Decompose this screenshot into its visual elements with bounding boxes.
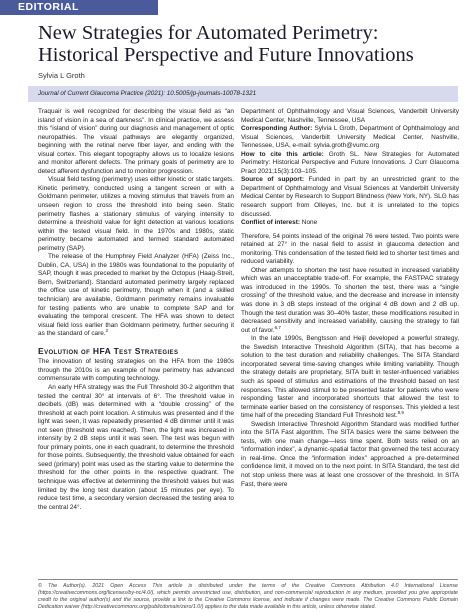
article-title: New Strategies for Automated Perimetry: Historical Perspective and Future Innovations: [38, 22, 414, 66]
article-type-badge: EDITORIAL: [0, 0, 158, 15]
body-paragraph: Swedish Interactive Threshold Algorithm Standard was modified further into the SITA Fast algorithm. The SITA basics were the same between the tests, with one main change—less time spent. Both tests relied on an “information index”, a dynamic-spatial factor that governed the test accuracy in real-time. Once the “information index” approached a pre-determined confidence limit, it moved on to the next point. In SITA Standard, the test did not stop unless there was at least one crossover of the threshold. In SITA Fast, there were: [241, 420, 459, 488]
author-name: Sylvia L Groth: [38, 71, 85, 80]
journal-citation-bar: [28, 86, 458, 102]
section-heading: Evolution of HFA Test Strategies: [38, 345, 179, 356]
affiliation: Department of Ophthalmology and Visual Sciences, Vanderbilt University Medical Center, Nashville, Tennessee, USA: [241, 108, 459, 124]
right-column: [241, 108, 459, 489]
reference-marker: 8,9: [397, 410, 404, 415]
intro-paragraph: Traquair is well recognized for describing the visual field as “an island of vision in a sea of darkness”. In clinical practice, we assess this “island of vision” during our diagnosis and management of optic neuropathies. The visual pathways are elegantly organized, beginning with the retinal nerve fiber layer, and ending with the visual cortex. This elegant topography allows us to localize lesions and monitor afferent defects. The primary goals of perimetry are to detect afferent dysfunction and to monitor progression.: [38, 108, 234, 175]
affiliation-info: [241, 108, 459, 228]
section-paragraph: The innovation of testing strategies on the HFA from the 1980s through the 2010s is an example of how perimetry has advanced commensurate with computing technology.: [38, 358, 234, 383]
reference-marker: 2: [105, 328, 109, 334]
corresponding-author: Corresponding Author: Sylvia L Groth, Department of Ophthalmology and Visual Sciences, Vanderbilt University Medical Center, Nashville, Tennessee, USA, e-mail: sylvia.groth@vumc.org: [241, 125, 459, 150]
intro-paragraph: Visual field testing (perimetry) uses either kinetic or static targets. Kinetic perimetry, conducted using a tangent screen or with a Goldmann perimeter, utilizes a moving stimulus that travels from an unseen region to cross the threshold into being seen. Static perimetry flashes a stationary stimulus of varying intensity to determine a threshold value for light detection at various locations within the tested visual field. In the 1970s and 1980s, static perimetry became automated and termed standard automated perimetry (SAP).: [38, 176, 234, 252]
body-paragraph: Other attempts to shorten the test have resulted in increased variability which was an unacceptable trade-off. For example, the FASTPAC strategy was introduced in the 1990s. To shorten the test, there was a “single crossing” of the threshold value, and the decrease and increase in intensity was done in 3 dB steps instead of the original 4 dB down and 2 dB up. Though the test duration was 30–40% faster, these modifications resulted in decreased sensitivity and increased variability, causing the strategy to fall out of favor.$^{6,7}$: [241, 266, 459, 334]
intro-paragraph: The release of the Humphrey Field Analyzer (HFA) (Zeiss Inc., Dublin, CA, USA) in the 1980s was foundational to the popularity of SAP, though it was preceded to market by the Octopus (Haag-Streit, Bern, Switzerland). Standard automated perimetry largely replaced the office use of kinetic perimetry, though when it (and a skilled technician) are available, Goldmann perimetry remains invaluable for testing patients who are unable to complete SAP and for evaluating the temporal crescent. The HFA was shown to detect visual field loss earlier than Goldmann perimetry, further securing it as the standard of care.$^2$: [38, 253, 234, 338]
body-paragraph: Therefore, 54 points instead of the original 76 were tested. Two points were retained at 27° in the nasal field to assist in glaucoma detection and monitoring. This condensation of the tested field led to shorter test times and reduced variability.: [241, 232, 459, 266]
conflict-of-interest: Conflict of interest: None: [241, 219, 318, 227]
section-paragraph: An early HFA strategy was the Full Threshold 30-2 algorithm that tested the central 30° at intervals of 6°. The threshold value in decibels (dB) was determined with a “double crossing” of the threshold at each point location. A stimulus was presented and if the light was seen, it was repeatedly presented 4 dB dimmer until it was not seen (threshold was reached). Then, the light was increased in intensity by 2 dB steps until it was seen. The test was begun with four primary points, one in each quadrant, to determine the threshold for those points. Subsequently, the threshold value obtained for each seed (primary) point was used as the starting value to determine the threshold for the other points in the respective quadrant. The technique was effective at determining the threshold values but was limited by the long test duration (about 15 minutes per eye). To reduce test time, a secondary version decreased the testing area to the central 24°.: [38, 383, 234, 511]
footer-divider: [38, 579, 458, 580]
license-footer: © The Author(s). 2021 Open Access This article is distributed under the terms of the Creative Commons Attribution 4.0 International License (https://creativecommons.org/licenses/by-nc/4.0/), which permits unrestricted use, distribution, and non-commercial reproduction in any medium, provided you give appropriate credit to the original author(s) and the source, provide a link to the Creative Commons license, and indicate if changes were made. The Creative Commons Public Domain Dedication waiver (http://creativecommons.org/publicdomain/zero/1.0/) applies to the data made available in this article, unless otherwise stated.: [38, 583, 458, 610]
source-of-support: Source of support: Funded in part by an unrestricted grant to the Department of Ophthalmology and Visual Sciences at Vanderbilt University Medical Center by Research to Support Blindness (New York, NY). SLG has research support from Olleyes, Inc. but it is unrelated to the topics discussed.: [241, 176, 459, 218]
left-column: [38, 108, 234, 512]
reference-marker: 6,7: [274, 324, 281, 330]
body-paragraph: In the late 1990s, Bengtsson and Heijl developed a powerful strategy, the Swedish Interactive Threshold Algorithm (SITA), that has become a solution to the test duration and reliability challenges. The SITA Standard incorporated several time-saving changes while limiting variability. Though the strategy details are proprietary, SITA built in tester-influenced variables such as speed of stimulus and estimations of the threshold based on test responses. This allowed stimuli to be presented faster for patients who were responding faster and incorporated shortcuts that allowed the test to terminate earlier based on the consistency of responses. This yielded a test time half of the preceding Standard Full Threshold test.$^{8,9}$: [241, 335, 459, 420]
journal-citation: Journal of Current Glaucoma Practice (2021): 10.5005/jp-journals-10078-1321: [38, 90, 257, 97]
how-to-cite: How to cite this article: Groth SL. New Strategies for Automated Perimetry: Historical Perspective and Future Innovations. J Curr Glaucoma Pract 2021;15(3):103–105.: [241, 150, 460, 175]
